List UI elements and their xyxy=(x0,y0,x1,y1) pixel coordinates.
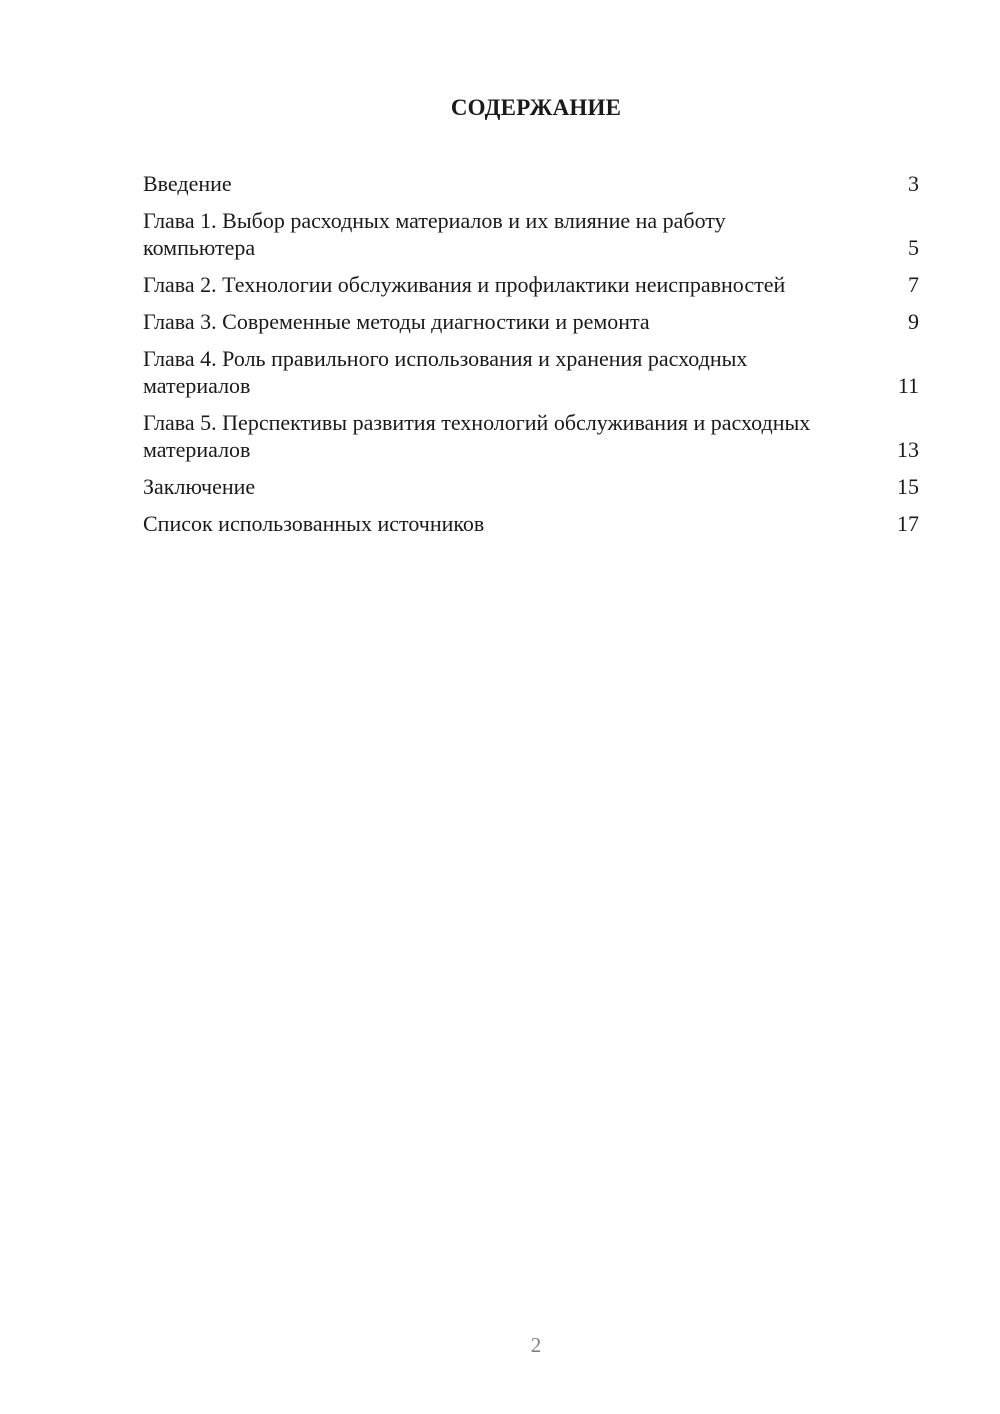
toc-entry-chapter-2 xyxy=(143,271,919,298)
toc-entry-page: 5 xyxy=(908,235,919,260)
toc-entry-references xyxy=(143,510,919,537)
toc-entry-title: Заключение xyxy=(143,474,256,499)
toc-entry-title: Глава 1. Выбор расходных материалов и их влияние на работу компьютера xyxy=(143,208,726,260)
toc-entry-title: Введение xyxy=(143,171,232,196)
toc-entry-page: 9 xyxy=(908,309,919,334)
toc-heading: СОДЕРЖАНИЕ xyxy=(450,95,622,120)
toc-entry-chapter-5 xyxy=(143,409,919,463)
toc-entry-chapter-3 xyxy=(143,308,919,335)
toc-entry-title: Глава 2. Технологии обслуживания и профилактики неисправностей xyxy=(143,272,786,297)
toc-entry-page: 13 xyxy=(897,437,919,462)
toc-entry-page: 3 xyxy=(908,171,919,196)
toc-entry-title: Глава 3. Современные методы диагностики и ремонта xyxy=(143,309,650,334)
toc-entry-chapter-4 xyxy=(143,345,919,399)
toc-entry-title: Глава 4. Роль правильного использования и хранения расходных материалов xyxy=(143,346,748,398)
table-of-contents xyxy=(143,170,919,547)
toc-entry-introduction xyxy=(143,170,919,197)
toc-entry-conclusion xyxy=(143,473,919,500)
toc-entry-page: 11 xyxy=(897,373,919,398)
toc-entry-page: 17 xyxy=(897,511,919,536)
toc-entry-page: 15 xyxy=(897,474,919,499)
page-number: 2 xyxy=(530,1333,542,1357)
toc-entry-chapter-1 xyxy=(143,207,919,261)
toc-entry-page: 7 xyxy=(908,272,919,297)
toc-entry-title: Глава 5. Перспективы развития технологий обслуживания и расходных материалов xyxy=(143,410,811,462)
toc-entry-title: Список использованных источников xyxy=(143,511,485,536)
